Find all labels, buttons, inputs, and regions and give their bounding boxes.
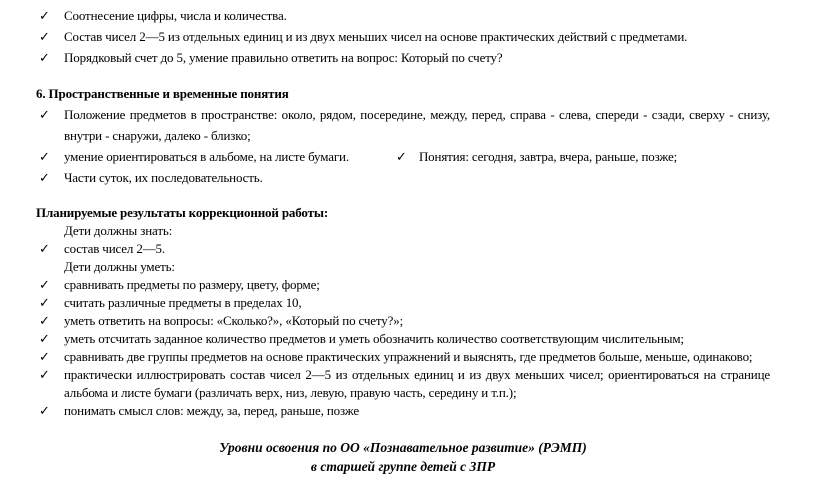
list-item [36,26,770,47]
checkmark-icon: ✓ [395,149,407,164]
checkmark-icon: ✓ [39,331,50,346]
list-item [36,330,770,348]
checkmark-icon: ✓ [39,149,50,164]
top-section [36,5,770,188]
list-item-text: состав чисел 2—5. [64,241,165,256]
checkmark-icon: ✓ [39,107,50,122]
checkmark-icon: ✓ [39,349,50,364]
list-item [36,167,770,188]
list-item-text: уметь отсчитать заданное количество предметов и уметь обозначить количество соответствующим числительным; [64,331,684,346]
sublist-label: Дети должны знать: [64,223,173,238]
results-section [36,204,770,420]
list-item-text: умение ориентироваться в альбоме, на листе бумаги. [64,149,349,164]
list-item [36,294,770,312]
list-item-text: Положение предметов в пространстве: около, рядом, посередине, между, перед, справа - слева, спереди - сзади, сверху - снизу, внутри - снаружи, далеко - близко; [64,107,770,143]
list-item [36,240,770,258]
checkmark-icon: ✓ [39,29,50,44]
list-item [36,276,770,294]
checkmark-icon: ✓ [39,50,50,65]
sublist-label: Дети должны уметь: [64,259,175,274]
list-item-text: практически иллюстрировать состав чисел 2—5 из отдельных единиц и из двух меньших чисел; ориентироваться на странице альбома и листе бумаги (различать верх, низ, левую, правую часть, середину и т.п.); [64,367,770,400]
footer-line: в старшей группе детей с ЗПР [310,459,496,474]
list-item-text: сравнивать две группы предметов на основе практических упражнений и выяснять, где предметов больше, меньше, одинаково; [64,349,753,364]
list-item [36,5,770,26]
list-item [36,402,770,420]
list-item-text: Порядковый счет до 5, умение правильно ответить на вопрос: Который по счету? [64,50,503,65]
checkmark-icon: ✓ [39,241,50,256]
section-heading: 6. Пространственные и временные понятия [36,86,289,101]
list-item-text: сравнивать предметы по размеру, цвету, форме; [64,277,320,292]
list-item [36,104,770,146]
list-item-text: Понятия: сегодня, завтра, вчера, раньше, позже; [418,149,678,164]
list-item-text: Части суток, их последовательность. [64,170,263,185]
list-item-text: Соотнесение цифры, числа и количества. [64,8,287,23]
list-item-text: Состав чисел 2—5 из отдельных единиц и из двух меньших чисел на основе практических действий с предметами. [64,29,688,44]
checkmark-icon: ✓ [39,277,50,292]
list-item [36,47,770,68]
list-item-text: понимать смысл слов: между, за, перед, раньше, позже [64,403,360,418]
list-item-text: уметь ответить на вопросы: «Сколько?», «Который по счету?»; [64,313,404,328]
document-footer [36,438,770,476]
list-item [36,146,770,167]
checkmark-icon: ✓ [39,403,50,418]
section-heading: Планируемые результаты коррекционной работы: [36,205,329,220]
checkmark-icon: ✓ [39,367,50,382]
checkmark-icon: ✓ [39,8,50,23]
checkmark-icon: ✓ [39,170,50,185]
footer-line: Уровни освоения по ОО «Познавательное развитие» (РЭМП) [219,440,587,455]
list-item-text: считать различные предметы в пределах 10, [64,295,302,310]
checkmark-icon: ✓ [39,313,50,328]
list-item [36,366,770,402]
list-item [36,348,770,366]
checkmark-icon: ✓ [39,295,50,310]
list-item [36,312,770,330]
